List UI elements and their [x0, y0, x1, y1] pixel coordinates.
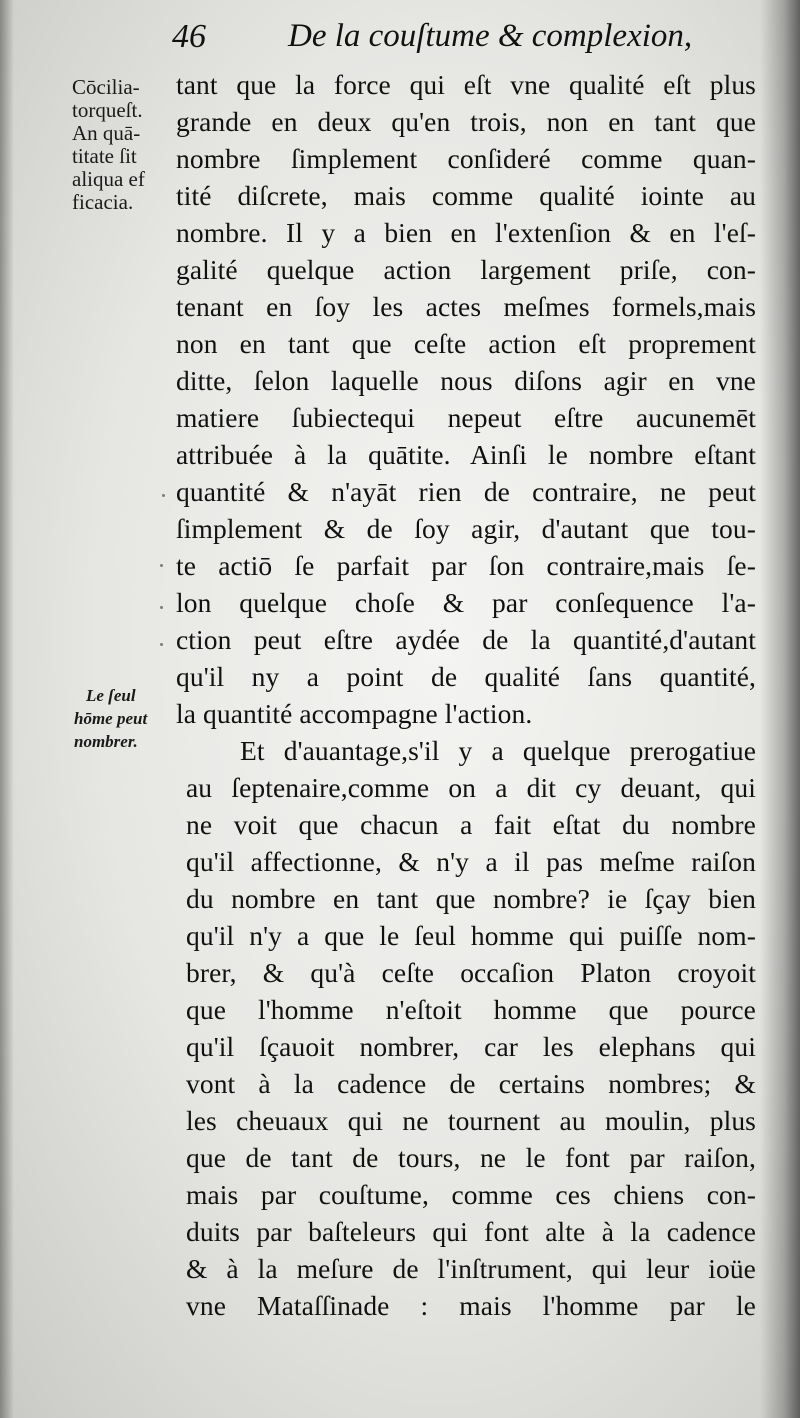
- text-line: qu'il ny a point de qualité ſans quantité,: [176, 661, 756, 692]
- margin-note-concilia: [72, 76, 176, 214]
- margin-note-line: torqueſt.: [72, 98, 143, 122]
- text-line: quantité & n'ayāt rien de contraire, ne peut: [176, 476, 756, 507]
- margin-note-line: nombrer.: [74, 732, 138, 751]
- text-line: non en tant que ceſte action eſt proprement: [176, 328, 756, 359]
- text-line: & à la meſure de l'inſtrument, qui leur ioüe: [186, 1253, 756, 1284]
- text-line: la quantité accompagne l'action.: [176, 698, 533, 729]
- text-line: que de tant de tours, ne le font par raiſon,: [186, 1142, 756, 1173]
- margin-note-seul-homme: [74, 684, 184, 753]
- text-line: matiere ſubiectequi nepeut eſtre aucunemēt: [176, 402, 756, 433]
- text-line: du nombre en tant que nombre? ie ſçay bien: [186, 883, 756, 914]
- text-line: attribuée à la quātite. Ainſi le nombre eſtant: [176, 439, 756, 470]
- text-line: au ſeptenaire,comme on a dit cy deuant, qui: [186, 772, 756, 803]
- page-gutter-shadow: [760, 0, 800, 1418]
- text-line: les cheuaux qui ne tournent au moulin, plus: [186, 1105, 756, 1136]
- ink-speck: [160, 564, 163, 567]
- text-line: nombre ſimplement conſideré comme quan-: [176, 143, 756, 174]
- running-title: De la couſtume & complexion,: [288, 18, 693, 54]
- page-left-shadow: [0, 0, 14, 1418]
- body-text: [176, 66, 756, 1324]
- text-line: lon quelque choſe & par conſequence l'a-: [176, 587, 756, 618]
- text-line: ſimplement & de ſoy agir, d'autant que tou-: [176, 513, 756, 544]
- text-line: que l'homme n'eſtoit homme que pource: [186, 994, 756, 1025]
- text-line: grande en deux qu'en trois, non en tant que: [176, 106, 756, 137]
- page-header: [172, 18, 752, 68]
- text-line: qu'il n'y a que le ſeul homme qui puiſſe nom-: [186, 920, 756, 951]
- text-line: tenant en ſoy les actes meſmes formels,mais: [176, 291, 756, 322]
- margin-note-line: An quā-: [72, 121, 141, 145]
- ink-speck: [160, 606, 163, 609]
- text-line: ction peut eſtre aydée de la quantité,d'autant: [176, 624, 756, 655]
- margin-note-line: hōme peut: [74, 709, 148, 728]
- ink-speck: [160, 643, 163, 646]
- text-line: tité diſcrete, mais comme qualité iointe au: [176, 180, 756, 211]
- margin-note-line: Cōcilia-: [72, 75, 140, 99]
- text-line: nombre. Il y a bien en l'extenſion & en l'eſ-: [176, 217, 756, 248]
- margin-note-line: titate ſit: [72, 144, 137, 168]
- text-line: vne Mataſſinade : mais l'homme par le: [186, 1290, 756, 1321]
- text-line: mais par couſtume, comme ces chiens con-: [186, 1179, 756, 1210]
- ink-speck: [162, 494, 165, 497]
- text-line: qu'il affectionne, & n'y a il pas meſme raiſon: [186, 846, 756, 877]
- text-line: qu'il ſçauoit nombrer, car les elephans qui: [186, 1031, 756, 1062]
- text-line: tant que la force qui eſt vne qualité eſt plus: [176, 69, 756, 100]
- page-number: 46: [172, 18, 206, 55]
- text-line: ne voit que chacun a fait eſtat du nombre: [186, 809, 756, 840]
- margin-note-line: Le ſeul: [86, 686, 136, 705]
- text-line: galité quelque action largement priſe, con-: [176, 254, 756, 285]
- text-line: Et d'auantage,s'il y a quelque prerogatiue: [240, 735, 756, 766]
- text-line: brer, & qu'à ceſte occaſion Platon croyoit: [186, 957, 756, 988]
- margin-note-line: aliqua ef: [72, 167, 145, 191]
- text-line: te actiō ſe parfait par ſon contraire,mais ſe-: [176, 550, 756, 581]
- margin-note-line: ficacia.: [72, 190, 134, 214]
- text-line: ditte, ſelon laquelle nous diſons agir en vne: [176, 365, 756, 396]
- text-line: vont à la cadence de certains nombres; &: [186, 1068, 756, 1099]
- text-line: duits par baſteleurs qui font alte à la cadence: [186, 1216, 756, 1247]
